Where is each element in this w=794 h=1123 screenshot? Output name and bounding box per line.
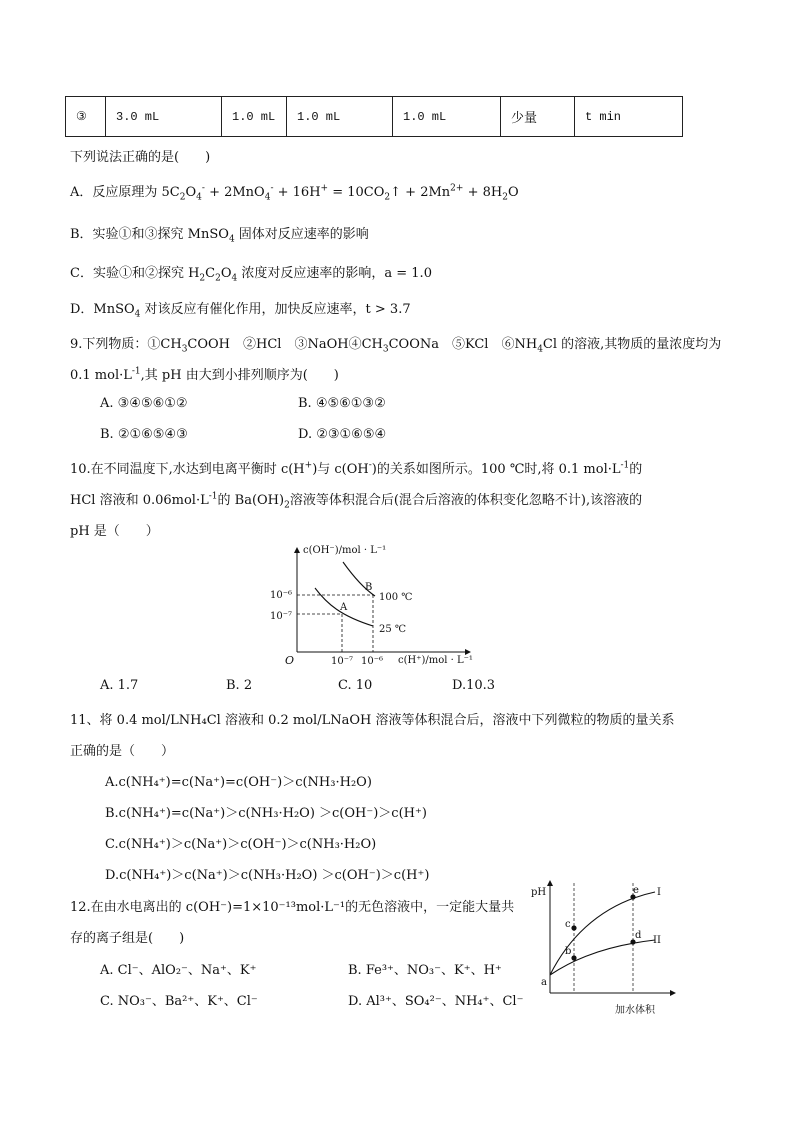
q9-option-b: B. ④⑤⑥①③②: [298, 396, 386, 411]
q10-option-d: D.10.3: [452, 678, 496, 693]
curve-ii-label: II: [653, 935, 661, 946]
ph-dilution-graph: [525, 875, 685, 1020]
water-ionization-graph: [265, 540, 485, 670]
text: C: [205, 266, 216, 281]
point-e-label: e: [633, 885, 639, 896]
text: + 8H: [463, 185, 503, 200]
table-cell: 1.0 mL: [222, 97, 287, 137]
q9-option-d: D. ②③①⑥⑤④: [298, 427, 387, 442]
point-c: [571, 925, 576, 930]
q12-option-b: B. Fe³⁺、NO₃⁻、K⁺、H⁺: [348, 963, 502, 978]
q10-stem-line3: pH 是（ ）: [70, 524, 159, 539]
text: = 10CO: [328, 185, 385, 200]
x-tick-label: 10⁻⁷: [331, 656, 354, 667]
text: 2: [179, 192, 186, 203]
text: -: [270, 183, 274, 194]
text: O: [507, 185, 519, 200]
table-cell: ③: [66, 97, 106, 137]
text: ↑ + 2Mn: [390, 185, 451, 200]
curve-100c-label: 100 ℃: [379, 592, 413, 603]
table-cell: 少量: [501, 97, 575, 137]
q12-stem-line2: 存的离子组是( ): [70, 931, 185, 946]
text: 0.1 mol·L: [70, 368, 132, 383]
q10-option-b: B. 2: [226, 678, 253, 693]
text: 2: [284, 500, 290, 511]
point-a-label: A: [340, 602, 348, 613]
text: -1: [131, 366, 141, 377]
text: D．MnSO: [70, 302, 135, 317]
x-axis-label: c(H⁺)/mol · L⁻¹: [398, 655, 473, 666]
text: 4: [231, 273, 238, 284]
text: O: [185, 185, 197, 200]
table-cell: t min: [575, 97, 683, 137]
q10-option-c: C. 10: [338, 678, 373, 693]
curve-25c-label: 25 ℃: [379, 624, 407, 635]
table-cell: 1.0 mL: [287, 97, 393, 137]
q12-stem-line1: 12.在由水电离出的 c(OH⁻)=1×10⁻¹³mol·L⁻¹的无色溶液中，一定能大量共: [70, 900, 515, 915]
x-tick-label: 10⁻⁶: [361, 656, 384, 667]
text: +: [320, 183, 329, 194]
point-b-label: b: [565, 946, 572, 957]
text: 对该反应有催化作用，加快反应速率，t > 3.7: [140, 302, 411, 317]
q8-option-a: [70, 181, 519, 203]
text: HCl 溶液和 0.06mol·L: [70, 493, 209, 508]
q11-option-b: B.c(NH₄⁺)=c(Na⁺)＞c(NH₃·H₂O) ＞c(OH⁻)＞c(H⁺): [105, 806, 427, 821]
q8-option-b: [70, 223, 369, 245]
text: -1: [208, 491, 218, 502]
q9-stem-line1: [70, 333, 721, 355]
q8-option-c: [70, 262, 432, 284]
text: 溶液等体积混合后(混合后溶液的体积变化忽略不计),该溶液的: [289, 493, 643, 508]
q8-option-d: [70, 298, 411, 320]
text: A．反应原理为 5C: [70, 185, 180, 200]
y-axis-label: pH: [531, 887, 547, 898]
x-axis-label: 加水体积: [615, 1005, 655, 1016]
text: -: [201, 183, 205, 194]
text: Cl 的溶液,其物质的量浓度均为: [542, 337, 722, 352]
text: 浓度对反应速率的影响，a = 1.0: [237, 266, 432, 281]
q12-option-a: A. Cl⁻、AlO₂⁻、Na⁺、K⁺: [100, 963, 257, 978]
text: COOH ②HCl ③NaOH④CH: [187, 337, 383, 352]
table-cell: 3.0 mL: [106, 97, 222, 137]
q11-option-d: D.c(NH₄⁺)＞c(Na⁺)＞c(NH₃·H₂O) ＞c(OH⁻)＞c(H⁺): [105, 868, 430, 883]
text: 3: [181, 344, 188, 355]
text: )的关系如图所示。100 ℃时,将 0.1 mol·L: [371, 462, 621, 477]
table-cell: 1.0 mL: [393, 97, 501, 137]
text: -: [368, 460, 372, 471]
q11-stem-line1: 11、将 0.4 mol/LNH₄Cl 溶液和 0.2 mol/LNaOH 溶液等体积混合后，溶液中下列微粒的物质的量关系: [70, 713, 675, 728]
text: -1: [620, 460, 630, 471]
text: O: [220, 266, 232, 281]
text: 4: [134, 309, 141, 320]
text: 的: [629, 462, 643, 477]
text: COONa ⑤KCl ⑥NH: [388, 337, 538, 352]
text: 4: [196, 192, 202, 203]
text: 2+: [450, 183, 464, 194]
q10-stem-line1: [70, 458, 642, 477]
text: )与 c(OH: [312, 462, 369, 477]
q12-option-d: D. Al³⁺、SO₄²⁻、NH₄⁺、Cl⁻: [348, 994, 524, 1009]
origin-label: O: [285, 654, 295, 667]
text: 2: [215, 273, 221, 284]
experiment-table: [65, 96, 683, 137]
q8-stem: 下列说法正确的是( ): [70, 150, 211, 165]
curve-i-label: I: [657, 887, 661, 898]
point-c-label: c: [565, 919, 571, 930]
point-b-label: B: [365, 582, 373, 593]
q9-option-c: B. ②①⑥⑤④③: [100, 427, 188, 442]
text: 2: [199, 273, 206, 284]
text: 固体对反应速率的影响: [234, 227, 369, 242]
text: 4: [264, 192, 271, 203]
text: 2: [502, 192, 508, 203]
q9-stem-line2: [70, 364, 339, 383]
q12-option-c: C. NO₃⁻、Ba²⁺、K⁺、Cl⁻: [100, 994, 258, 1009]
text: B．实验①和③探究 MnSO: [70, 227, 229, 242]
text: C．实验①和②探究 H: [70, 266, 200, 281]
text: 3: [382, 344, 389, 355]
text: 的 Ba(OH): [217, 493, 285, 508]
text: 9.下列物质：①CH: [70, 337, 182, 352]
q11-option-c: C.c(NH₄⁺)＞c(Na⁺)＞c(OH⁻)＞c(NH₃·H₂O): [105, 837, 377, 852]
point-b: [571, 955, 576, 960]
y-axis-label: c(OH⁻)/mol · L⁻¹: [303, 545, 387, 556]
table-row: [66, 97, 683, 137]
y-tick-label: 10⁻⁷: [270, 611, 293, 622]
text: 2: [384, 192, 391, 203]
text: +: [304, 460, 313, 471]
text: + 16H: [273, 185, 321, 200]
q11-option-a: A.c(NH₄⁺)=c(Na⁺)=c(OH⁻)＞c(NH₃·H₂O): [105, 775, 372, 790]
text: 10.在不同温度下,水达到电离平衡时 c(H: [70, 462, 305, 477]
text: 4: [228, 234, 235, 245]
text: ,其 pH 由大到小排列顺序为( ): [140, 368, 339, 383]
point-d-label: d: [635, 930, 642, 941]
q10-stem-line2: [70, 489, 642, 511]
text: 4: [537, 344, 543, 355]
q9-option-a: A. ③④⑤⑥①②: [100, 396, 188, 411]
y-tick-label: 10⁻⁶: [270, 590, 293, 601]
q10-option-a: A. 1.7: [100, 678, 139, 693]
point-a-label: a: [541, 977, 547, 988]
q11-stem-line2: 正确的是（ ）: [70, 744, 175, 759]
text: + 2MnO: [204, 185, 265, 200]
